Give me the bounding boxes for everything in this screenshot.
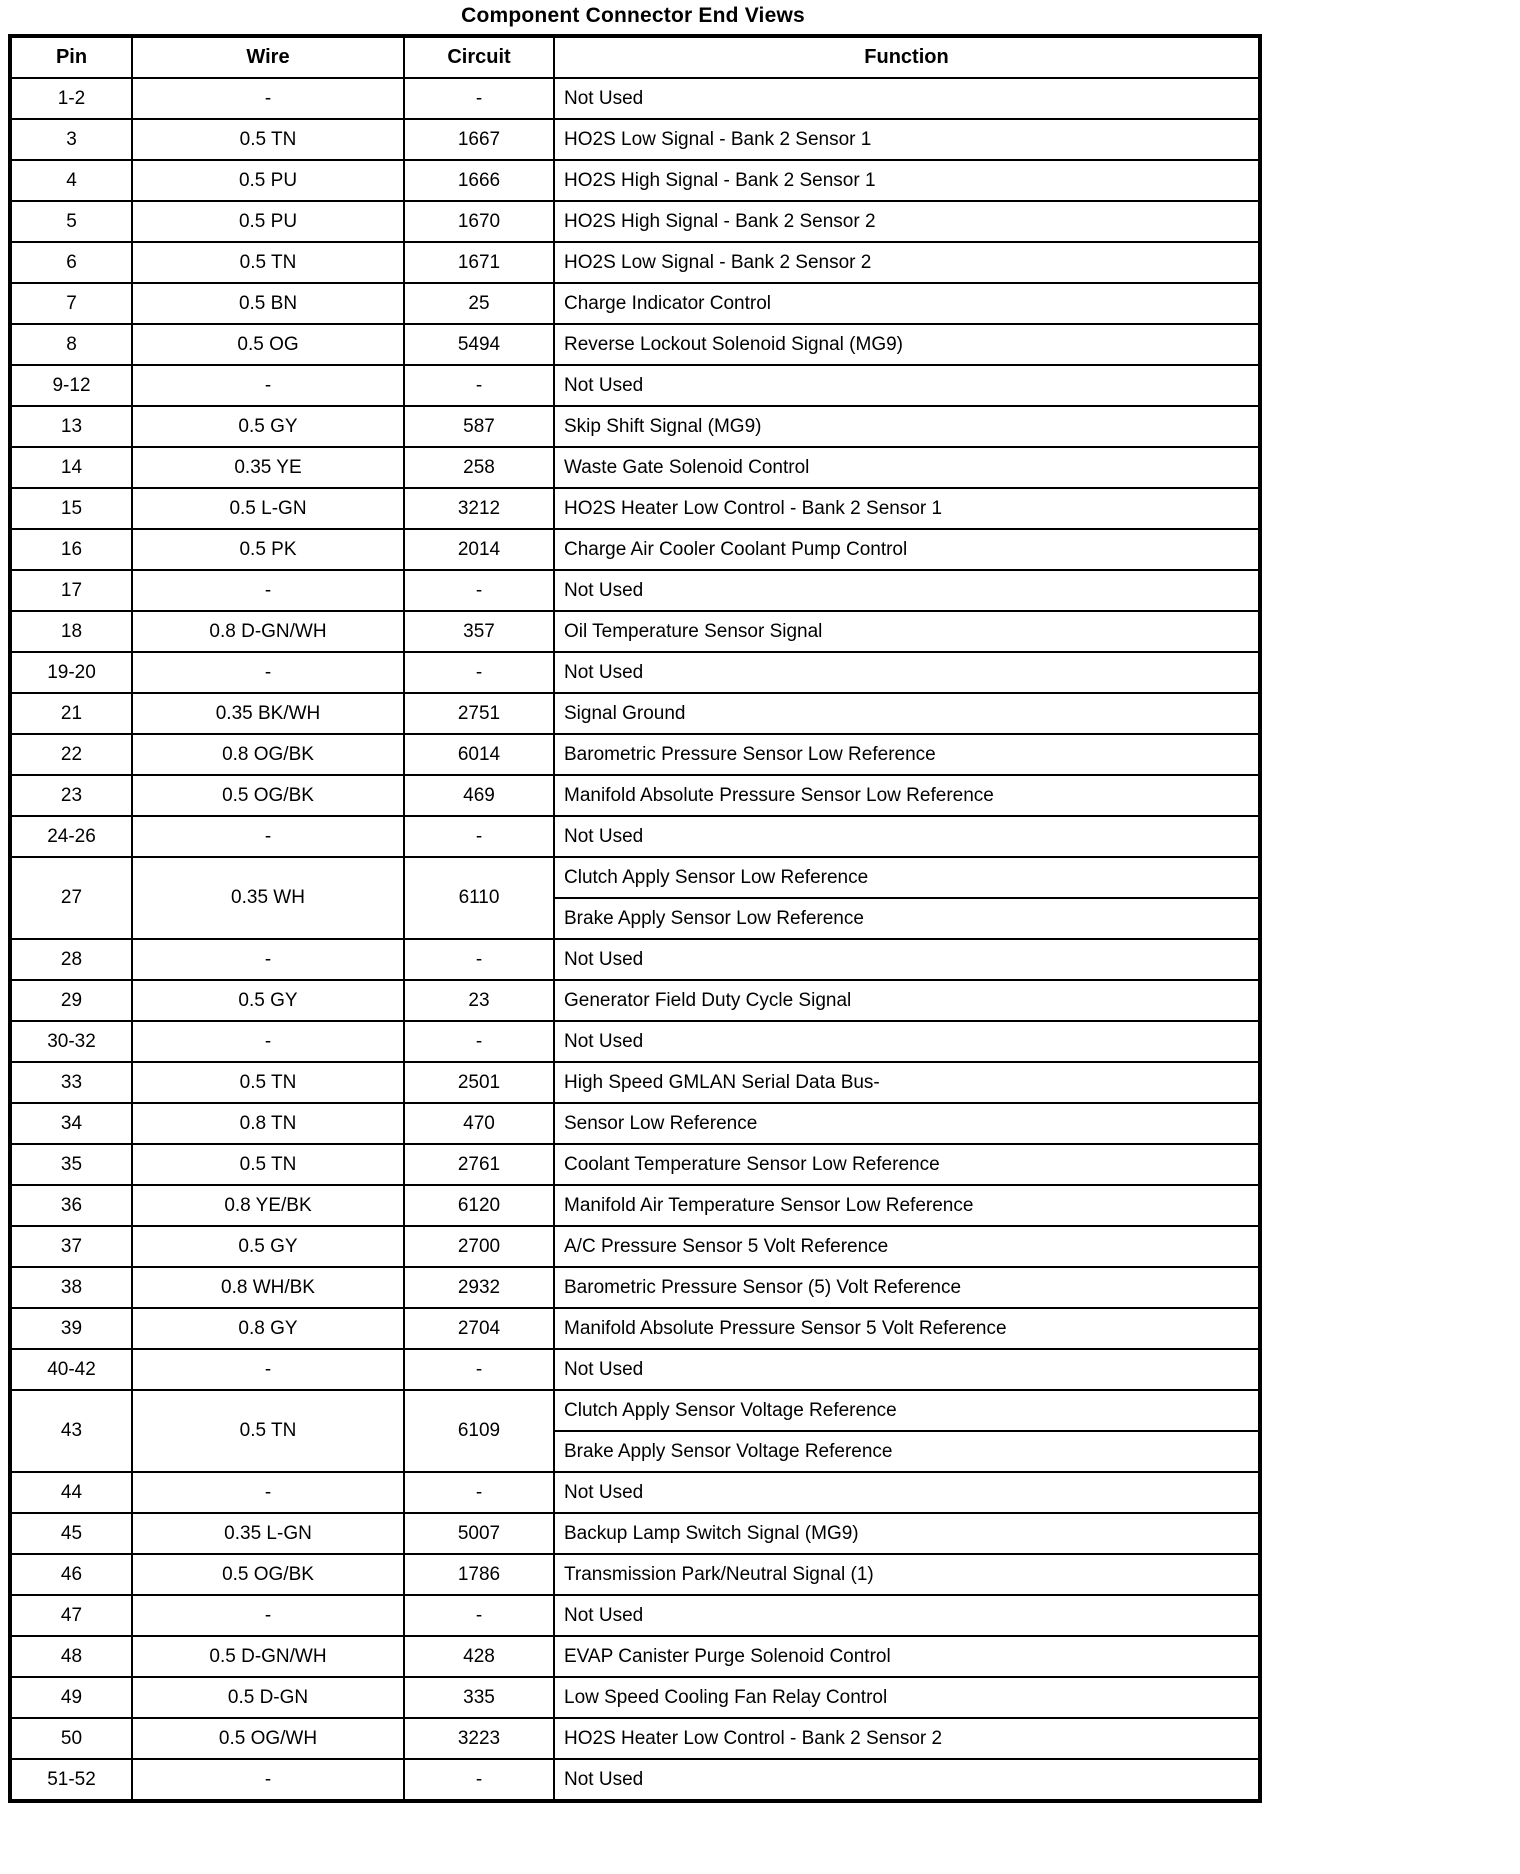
table-row [10, 1267, 1260, 1308]
table-row [10, 1718, 1260, 1759]
pin-cell: 16 [10, 529, 132, 570]
circuit-cell: 6110 [404, 857, 554, 939]
function-cell: Waste Gate Solenoid Control [554, 447, 1260, 488]
wire-cell: - [132, 939, 404, 980]
wire-cell: 0.5 OG [132, 324, 404, 365]
circuit-cell: 587 [404, 406, 554, 447]
table-row [10, 119, 1260, 160]
pin-cell: 29 [10, 980, 132, 1021]
pin-cell: 7 [10, 283, 132, 324]
function-cell: Low Speed Cooling Fan Relay Control [554, 1677, 1260, 1718]
function-cell: HO2S High Signal - Bank 2 Sensor 1 [554, 160, 1260, 201]
table-row [10, 1554, 1260, 1595]
pinout-table-body [10, 78, 1260, 1801]
function-cell: Transmission Park/Neutral Signal (1) [554, 1554, 1260, 1595]
function-cell: Reverse Lockout Solenoid Signal (MG9) [554, 324, 1260, 365]
wire-cell: 0.8 YE/BK [132, 1185, 404, 1226]
pin-cell: 35 [10, 1144, 132, 1185]
wire-cell: 0.5 D-GN [132, 1677, 404, 1718]
circuit-cell: 1666 [404, 160, 554, 201]
wire-cell: 0.5 OG/BK [132, 1554, 404, 1595]
wire-cell: 0.5 TN [132, 1144, 404, 1185]
pin-cell: 38 [10, 1267, 132, 1308]
circuit-cell: - [404, 1759, 554, 1801]
circuit-cell: 469 [404, 775, 554, 816]
function-cell: Not Used [554, 1472, 1260, 1513]
table-row [10, 1308, 1260, 1349]
circuit-cell: - [404, 816, 554, 857]
table-row [10, 1062, 1260, 1103]
function-cell: Manifold Absolute Pressure Sensor 5 Volt Reference [554, 1308, 1260, 1349]
function-cell: Not Used [554, 1759, 1260, 1801]
function-cell: Not Used [554, 78, 1260, 119]
circuit-cell: 25 [404, 283, 554, 324]
table-row [10, 1595, 1260, 1636]
pin-cell: 15 [10, 488, 132, 529]
pin-cell: 33 [10, 1062, 132, 1103]
pin-cell: 18 [10, 611, 132, 652]
function-cell: Charge Indicator Control [554, 283, 1260, 324]
circuit-cell: 1786 [404, 1554, 554, 1595]
wire-cell: 0.5 TN [132, 242, 404, 283]
table-row [10, 1021, 1260, 1062]
wire-cell: - [132, 1595, 404, 1636]
wire-cell: 0.5 OG/BK [132, 775, 404, 816]
table-row [10, 1144, 1260, 1185]
wire-cell: - [132, 1472, 404, 1513]
wire-cell: 0.5 OG/WH [132, 1718, 404, 1759]
wire-cell: 0.35 YE [132, 447, 404, 488]
pin-cell: 43 [10, 1390, 132, 1472]
pin-cell: 50 [10, 1718, 132, 1759]
table-row [10, 447, 1260, 488]
circuit-cell: 470 [404, 1103, 554, 1144]
circuit-cell: 1670 [404, 201, 554, 242]
table-row [10, 529, 1260, 570]
circuit-cell: - [404, 1472, 554, 1513]
wire-cell: 0.8 GY [132, 1308, 404, 1349]
function-cell: Not Used [554, 652, 1260, 693]
function-cell: Oil Temperature Sensor Signal [554, 611, 1260, 652]
wire-cell: 0.8 TN [132, 1103, 404, 1144]
function-cell: HO2S Low Signal - Bank 2 Sensor 2 [554, 242, 1260, 283]
pin-cell: 22 [10, 734, 132, 775]
pin-cell: 19-20 [10, 652, 132, 693]
table-row [10, 1185, 1260, 1226]
pin-cell: 37 [10, 1226, 132, 1267]
circuit-cell: 357 [404, 611, 554, 652]
wire-cell: - [132, 652, 404, 693]
table-row [10, 242, 1260, 283]
pin-cell: 51-52 [10, 1759, 132, 1801]
wire-cell: 0.5 PU [132, 160, 404, 201]
circuit-cell: 6109 [404, 1390, 554, 1472]
table-row [10, 1472, 1260, 1513]
wire-cell: 0.5 TN [132, 119, 404, 160]
circuit-cell: 428 [404, 1636, 554, 1677]
wire-cell: - [132, 570, 404, 611]
table-row [10, 1226, 1260, 1267]
wire-cell: 0.35 L-GN [132, 1513, 404, 1554]
wire-cell: - [132, 365, 404, 406]
pin-cell: 1-2 [10, 78, 132, 119]
function-cell: Clutch Apply Sensor Low Reference [554, 857, 1260, 898]
wire-cell: 0.5 TN [132, 1390, 404, 1472]
circuit-cell: 258 [404, 447, 554, 488]
table-row [10, 365, 1260, 406]
header-pin: Pin [10, 36, 132, 78]
circuit-cell: 23 [404, 980, 554, 1021]
circuit-cell: 2700 [404, 1226, 554, 1267]
circuit-cell: 2761 [404, 1144, 554, 1185]
table-row [10, 1513, 1260, 1554]
pin-cell: 23 [10, 775, 132, 816]
pin-cell: 40-42 [10, 1349, 132, 1390]
table-row [10, 570, 1260, 611]
circuit-cell: 2704 [404, 1308, 554, 1349]
function-cell: HO2S Low Signal - Bank 2 Sensor 1 [554, 119, 1260, 160]
function-cell: HO2S Heater Low Control - Bank 2 Sensor 1 [554, 488, 1260, 529]
pin-cell: 48 [10, 1636, 132, 1677]
table-row [10, 1103, 1260, 1144]
circuit-cell: 3212 [404, 488, 554, 529]
function-cell: Barometric Pressure Sensor (5) Volt Reference [554, 1267, 1260, 1308]
pin-cell: 30-32 [10, 1021, 132, 1062]
circuit-cell: 2751 [404, 693, 554, 734]
pin-cell: 14 [10, 447, 132, 488]
function-cell: Not Used [554, 816, 1260, 857]
circuit-cell: - [404, 652, 554, 693]
wire-cell: 0.5 GY [132, 980, 404, 1021]
wire-cell: 0.8 WH/BK [132, 1267, 404, 1308]
wire-cell: - [132, 1021, 404, 1062]
table-row [10, 816, 1260, 857]
table-row [10, 652, 1260, 693]
function-cell: Manifold Absolute Pressure Sensor Low Reference [554, 775, 1260, 816]
circuit-cell: 5494 [404, 324, 554, 365]
pin-cell: 8 [10, 324, 132, 365]
header-row [10, 36, 1260, 78]
table-row [10, 78, 1260, 119]
pin-cell: 46 [10, 1554, 132, 1595]
function-cell: Backup Lamp Switch Signal (MG9) [554, 1513, 1260, 1554]
function-cell: Sensor Low Reference [554, 1103, 1260, 1144]
function-cell: Charge Air Cooler Coolant Pump Control [554, 529, 1260, 570]
wire-cell: - [132, 78, 404, 119]
table-row [10, 283, 1260, 324]
pin-cell: 21 [10, 693, 132, 734]
table-row [10, 160, 1260, 201]
function-cell: Clutch Apply Sensor Voltage Reference [554, 1390, 1260, 1431]
wire-cell: - [132, 1759, 404, 1801]
pin-cell: 36 [10, 1185, 132, 1226]
pin-cell: 44 [10, 1472, 132, 1513]
pin-cell: 5 [10, 201, 132, 242]
wire-cell: 0.8 OG/BK [132, 734, 404, 775]
function-cell: Skip Shift Signal (MG9) [554, 406, 1260, 447]
circuit-cell: - [404, 1349, 554, 1390]
circuit-cell: - [404, 939, 554, 980]
circuit-cell: 6014 [404, 734, 554, 775]
circuit-cell: 2932 [404, 1267, 554, 1308]
wire-cell: 0.5 L-GN [132, 488, 404, 529]
function-cell: Brake Apply Sensor Voltage Reference [554, 1431, 1260, 1472]
table-row [10, 201, 1260, 242]
pin-cell: 13 [10, 406, 132, 447]
wire-cell: 0.35 BK/WH [132, 693, 404, 734]
connector-pinout-table [8, 34, 1262, 1803]
table-row [10, 1390, 1260, 1431]
page-title: Component Connector End Views [461, 4, 805, 27]
circuit-cell: - [404, 78, 554, 119]
table-row [10, 1759, 1260, 1801]
table-row [10, 857, 1260, 898]
table-row [10, 406, 1260, 447]
table-row [10, 1677, 1260, 1718]
table-row [10, 775, 1260, 816]
circuit-cell: 1667 [404, 119, 554, 160]
pin-cell: 17 [10, 570, 132, 611]
table-row [10, 324, 1260, 365]
pin-cell: 6 [10, 242, 132, 283]
pin-cell: 28 [10, 939, 132, 980]
circuit-cell: 1671 [404, 242, 554, 283]
circuit-cell: - [404, 1021, 554, 1062]
function-cell: Brake Apply Sensor Low Reference [554, 898, 1260, 939]
function-cell: Signal Ground [554, 693, 1260, 734]
circuit-cell: - [404, 570, 554, 611]
pin-cell: 45 [10, 1513, 132, 1554]
function-cell: A/C Pressure Sensor 5 Volt Reference [554, 1226, 1260, 1267]
function-cell: Generator Field Duty Cycle Signal [554, 980, 1260, 1021]
header-function: Function [554, 36, 1260, 78]
table-row [10, 1636, 1260, 1677]
pin-cell: 39 [10, 1308, 132, 1349]
circuit-cell: - [404, 365, 554, 406]
function-cell: Not Used [554, 365, 1260, 406]
pin-cell: 47 [10, 1595, 132, 1636]
wire-cell: 0.5 D-GN/WH [132, 1636, 404, 1677]
circuit-cell: 5007 [404, 1513, 554, 1554]
function-cell: Barometric Pressure Sensor Low Reference [554, 734, 1260, 775]
pin-cell: 27 [10, 857, 132, 939]
wire-cell: 0.35 WH [132, 857, 404, 939]
function-cell: Coolant Temperature Sensor Low Reference [554, 1144, 1260, 1185]
header-wire: Wire [132, 36, 404, 78]
circuit-cell: - [404, 1595, 554, 1636]
table-row [10, 611, 1260, 652]
wire-cell: 0.5 TN [132, 1062, 404, 1103]
function-cell: Not Used [554, 570, 1260, 611]
pin-cell: 24-26 [10, 816, 132, 857]
function-cell: Not Used [554, 939, 1260, 980]
table-row [10, 488, 1260, 529]
function-cell: Manifold Air Temperature Sensor Low Reference [554, 1185, 1260, 1226]
pin-cell: 9-12 [10, 365, 132, 406]
header-circuit: Circuit [404, 36, 554, 78]
circuit-cell: 3223 [404, 1718, 554, 1759]
function-cell: HO2S High Signal - Bank 2 Sensor 2 [554, 201, 1260, 242]
wire-cell: 0.5 BN [132, 283, 404, 324]
table-row [10, 734, 1260, 775]
wire-cell: - [132, 816, 404, 857]
table-row [10, 939, 1260, 980]
pin-cell: 3 [10, 119, 132, 160]
wire-cell: 0.5 PU [132, 201, 404, 242]
circuit-cell: 2014 [404, 529, 554, 570]
wire-cell: 0.5 PK [132, 529, 404, 570]
wire-cell: 0.5 GY [132, 406, 404, 447]
circuit-cell: 6120 [404, 1185, 554, 1226]
function-cell: EVAP Canister Purge Solenoid Control [554, 1636, 1260, 1677]
table-row [10, 693, 1260, 734]
function-cell: High Speed GMLAN Serial Data Bus- [554, 1062, 1260, 1103]
circuit-cell: 335 [404, 1677, 554, 1718]
function-cell: HO2S Heater Low Control - Bank 2 Sensor 2 [554, 1718, 1260, 1759]
circuit-cell: 2501 [404, 1062, 554, 1103]
table-header [10, 36, 1260, 78]
wire-cell: 0.5 GY [132, 1226, 404, 1267]
pin-cell: 49 [10, 1677, 132, 1718]
wire-cell: 0.8 D-GN/WH [132, 611, 404, 652]
function-cell: Not Used [554, 1021, 1260, 1062]
table-row [10, 1349, 1260, 1390]
function-cell: Not Used [554, 1595, 1260, 1636]
table-row [10, 980, 1260, 1021]
pin-cell: 34 [10, 1103, 132, 1144]
pin-cell: 4 [10, 160, 132, 201]
wire-cell: - [132, 1349, 404, 1390]
function-cell: Not Used [554, 1349, 1260, 1390]
